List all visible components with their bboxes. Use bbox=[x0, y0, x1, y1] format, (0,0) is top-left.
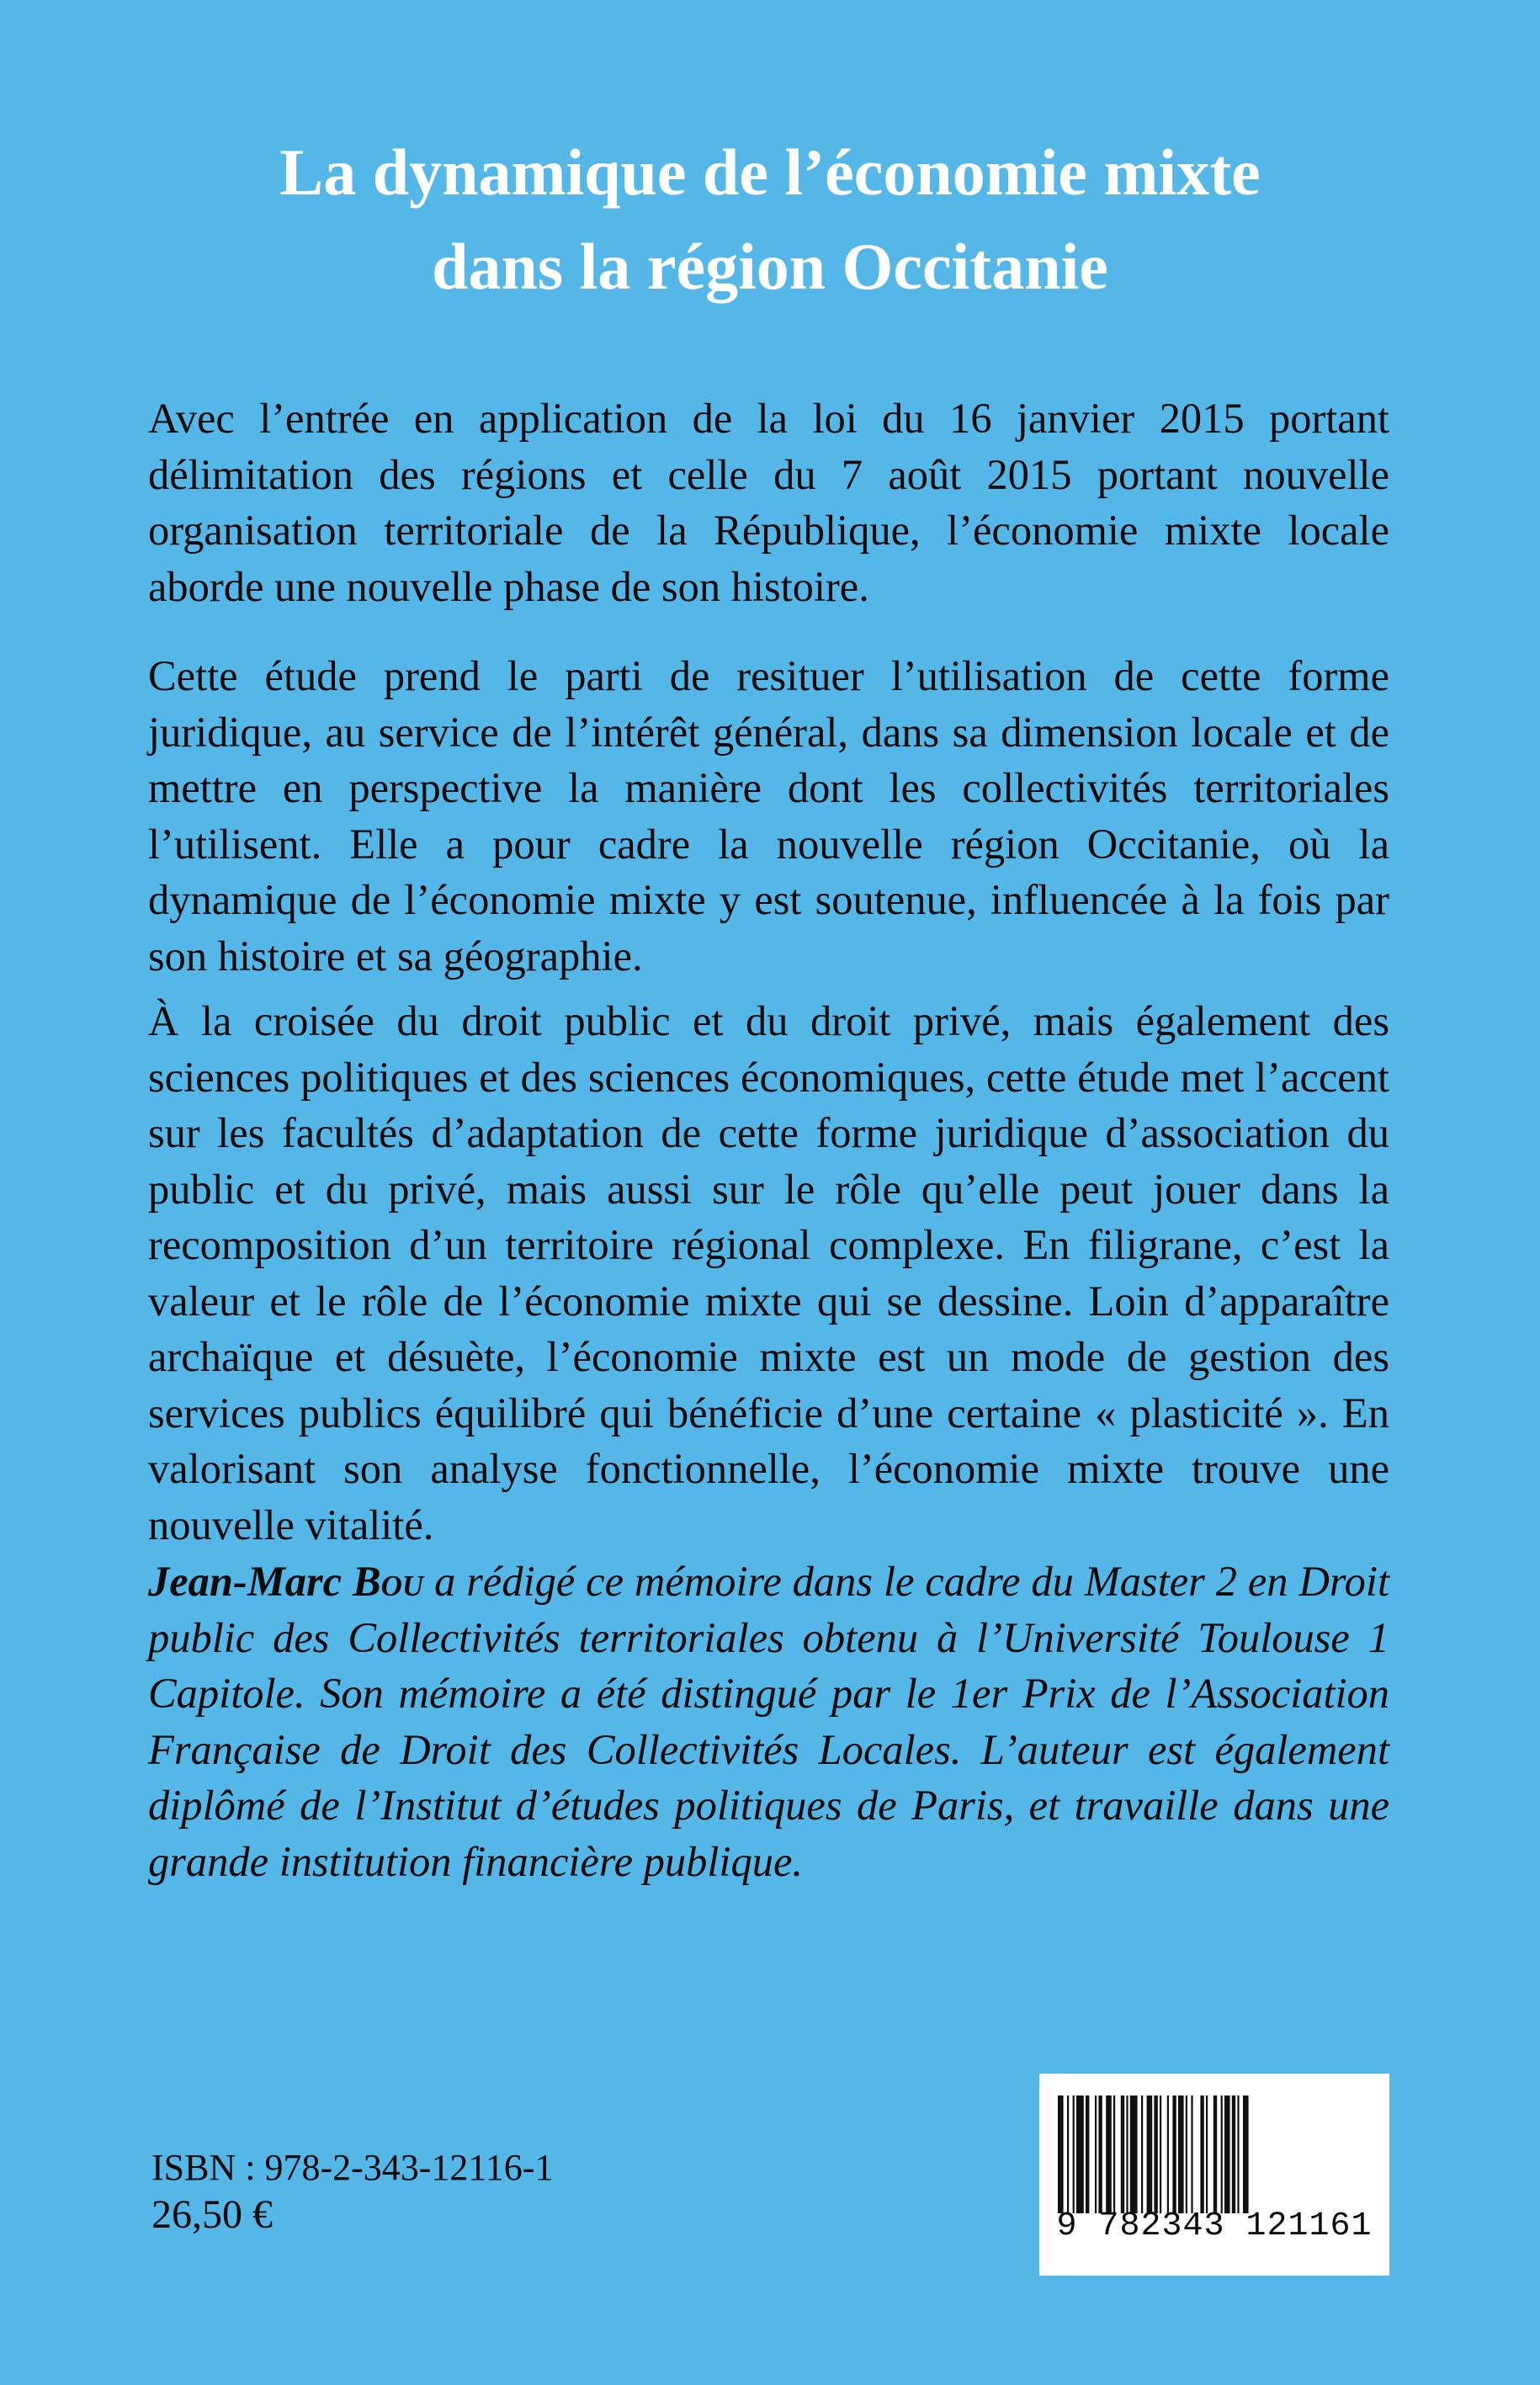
barcode-bar bbox=[1121, 2096, 1124, 2213]
barcode-bar bbox=[1178, 2096, 1184, 2213]
barcode-bar bbox=[1098, 2096, 1102, 2213]
barcode-bar bbox=[1167, 2096, 1169, 2213]
barcode-bar bbox=[1154, 2096, 1157, 2213]
author-bio-text: a rédigé ce mémoire dans le cadre du Master 2 en Droit public des Collectivités territoriales obtenu à l’Université Toulouse 1 Capitole. Son mémoire a été distingué par le 1er Prix de l’Association Française de Droit des Collectivités Locales. L’auteur est également diplômé de l’Institut d’études politiques de Paris, et travaille dans une grande institution financière publique. bbox=[148, 1558, 1389, 1885]
barcode-bar bbox=[1232, 2096, 1235, 2213]
barcode-bar bbox=[1095, 2096, 1097, 2213]
barcode-bar bbox=[1141, 2096, 1143, 2213]
barcode-bar bbox=[1113, 2096, 1115, 2213]
barcode-bar bbox=[1076, 2096, 1084, 2213]
barcode-bar bbox=[1067, 2096, 1069, 2213]
barcode-bar bbox=[1160, 2096, 1161, 2213]
barcode-bar bbox=[1086, 2096, 1089, 2213]
author-first-name: Jean-Marc bbox=[148, 1558, 353, 1605]
barcode-bar bbox=[1221, 2096, 1223, 2213]
barcode-bar bbox=[1073, 2096, 1075, 2213]
barcode-bar bbox=[1126, 2096, 1128, 2213]
barcode-bar bbox=[1130, 2096, 1138, 2213]
paragraph-analysis: À la croisée du droit public et du droit privé, mais également des sciences politiques et des sciences économiques, cette étude met l’accent sur les facultés d’adaptation de cette forme juridique d’association du public et du privé, mais aussi sur le rôle qu’elle peut jouer dans la recomposition d’un territoire régional complexe. En filigrane, c’est la valeur et le rôle de l’économie mixte qui se dessine. Loin d’apparaître archaïque et désuète, l’économie mixte est un mode de gestion des services publics équilibré qui bénéficie d’une certaine « plasticité ». En valorisant son analyse fonctionnelle, l’économie mixte trouve une nouvelle vitalité. bbox=[148, 997, 1389, 1548]
author-last-name: Bou bbox=[352, 1558, 424, 1605]
barcode-bar bbox=[1058, 2096, 1064, 2213]
barcode-bar bbox=[1172, 2096, 1176, 2213]
author-bio bbox=[148, 1554, 1389, 1889]
barcode-digits: 9 782343 121161 bbox=[1056, 2207, 1373, 2245]
barcode-bars-icon bbox=[1054, 2096, 1374, 2213]
barcode-bar bbox=[1186, 2096, 1187, 2213]
title-line-1: La dynamique de l’économie mixte bbox=[279, 135, 1261, 209]
title-line-2: dans la région Occitanie bbox=[432, 230, 1108, 303]
barcode-bar bbox=[1106, 2096, 1112, 2213]
price: 26,50 € bbox=[151, 2192, 273, 2237]
barcode-bar bbox=[1147, 2096, 1153, 2213]
barcode-bar bbox=[1191, 2096, 1192, 2213]
barcode-bar bbox=[1206, 2096, 1208, 2213]
barcode-bar bbox=[1224, 2096, 1230, 2213]
barcode-bar bbox=[1237, 2096, 1239, 2213]
barcode-bar bbox=[1200, 2096, 1203, 2213]
paragraph-study: Cette étude prend le parti de resituer l’utilisation de cette forme juridique, au service de l’intérêt général, dans sa dimension locale et de mettre en perspective la manière dont les collectivités territoriales l’utilisent. Elle a pour cadre la nouvelle région Occitanie, où la dynamique de l’économie mixte y est soutenue, influencée à la fois par son histoire et sa géographie. bbox=[148, 652, 1389, 980]
paragraph-intro: Avec l’entrée en application de la loi du 16 janvier 2015 portant délimitation des régions et celle du 7 août 2015 portant nouvelle organisation territoriale de la République, l’économie mixte locale aborde une nouvelle phase de son histoire. bbox=[148, 395, 1389, 610]
isbn: ISBN : 978-2-343-12116-1 bbox=[151, 2147, 554, 2188]
barcode bbox=[1039, 2074, 1389, 2276]
barcode-bar bbox=[1213, 2096, 1217, 2213]
barcode-bar bbox=[1243, 2096, 1249, 2213]
